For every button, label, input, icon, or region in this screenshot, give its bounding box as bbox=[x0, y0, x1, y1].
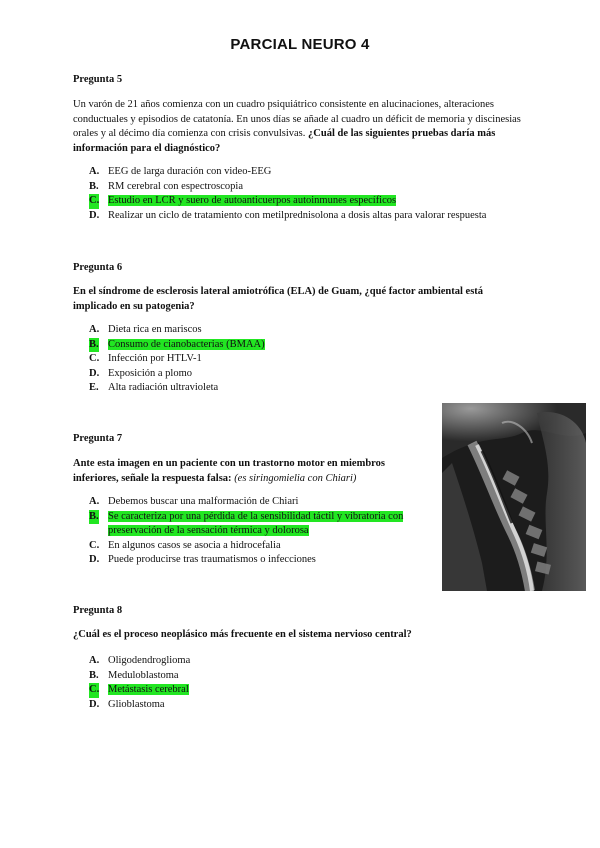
option-6a[interactable] bbox=[89, 323, 265, 338]
question-7-options bbox=[89, 495, 434, 568]
option-letter: E. bbox=[89, 382, 99, 393]
option-text: Realizar un ciclo de tratamiento con metilprednisolona a dosis altas para valorar respuesta bbox=[108, 209, 487, 221]
question-5-heading: Pregunta 5 bbox=[73, 74, 123, 85]
option-text: Alta radiación ultravioleta bbox=[108, 382, 219, 393]
question-5-options bbox=[89, 165, 486, 223]
mri-sagittal-spine-image bbox=[442, 403, 586, 591]
option-8c-correct[interactable] bbox=[89, 683, 190, 698]
option-letter: B. bbox=[89, 180, 99, 192]
option-text: Oligodendroglioma bbox=[108, 655, 191, 666]
option-letter: D. bbox=[89, 554, 100, 565]
option-letter: D. bbox=[89, 698, 100, 710]
option-text: RM cerebral con espectroscopia bbox=[108, 180, 243, 192]
option-6e[interactable] bbox=[89, 381, 265, 396]
option-letter: A. bbox=[89, 324, 100, 335]
question-5-prompt: ¿Cuál de las siguientes pruebas daría más información para el diagnóstico? bbox=[73, 128, 496, 154]
question-7-text bbox=[73, 457, 418, 486]
option-7b-correct[interactable] bbox=[89, 510, 434, 539]
question-7-prompt: Ante esta imagen en un paciente con un trastorno motor en miembros inferiores, señale la respuesta falsa: bbox=[73, 458, 385, 484]
option-letter: B. bbox=[89, 669, 99, 681]
question-7-hint: (es siringomielia con Chiari) bbox=[234, 472, 357, 484]
option-text: En algunos casos se asocia a hidrocefalia bbox=[108, 539, 281, 551]
option-text: Dieta rica en mariscos bbox=[108, 324, 202, 335]
option-text-line2: preservación de la sensación térmica y dolorosa bbox=[108, 525, 309, 536]
option-text-line1: Se caracteriza por una pérdida de la sensibilidad táctil y vibratoria con bbox=[108, 510, 404, 522]
option-letter: D. bbox=[89, 367, 100, 379]
question-6-options bbox=[89, 323, 265, 396]
option-6c[interactable] bbox=[89, 352, 265, 367]
option-text: Debemos buscar una malformación de Chiari bbox=[108, 496, 299, 507]
option-text: Meduloblastoma bbox=[108, 669, 179, 681]
option-letter: B. bbox=[89, 510, 99, 525]
option-text: Exposición a plomo bbox=[108, 367, 192, 379]
question-6-prompt: En el síndrome de esclerosis lateral amiotrófica (ELA) de Guam, ¿qué factor ambiental está implicado en su patogenia? bbox=[73, 286, 484, 312]
option-5d[interactable] bbox=[89, 209, 486, 224]
option-text: Estudio en LCR y suero de autoanticuerpos autoinmunes específicos bbox=[108, 195, 397, 206]
option-8a[interactable] bbox=[89, 654, 190, 669]
option-letter: C. bbox=[89, 539, 100, 551]
option-5c-correct[interactable] bbox=[89, 194, 486, 209]
option-8d[interactable] bbox=[89, 698, 190, 713]
option-letter: C. bbox=[89, 683, 99, 698]
question-7-heading: Pregunta 7 bbox=[73, 433, 123, 444]
option-text: Puede producirse tras traumatismos o infecciones bbox=[108, 554, 316, 565]
question-8-heading: Pregunta 8 bbox=[73, 605, 123, 616]
option-5b[interactable] bbox=[89, 180, 486, 195]
option-5a[interactable] bbox=[89, 165, 486, 180]
question-8-options bbox=[89, 654, 190, 712]
option-letter: B. bbox=[89, 338, 99, 353]
option-text: Metástasis cerebral bbox=[108, 684, 189, 695]
option-6d[interactable] bbox=[89, 367, 265, 382]
option-text: Consumo de cianobacterias (BMAA) bbox=[108, 338, 265, 350]
page-title: PARCIAL NEURO 4 bbox=[230, 36, 370, 53]
option-text: Glioblastoma bbox=[108, 698, 165, 710]
option-letter: A. bbox=[89, 496, 100, 507]
option-letter: D. bbox=[89, 209, 100, 221]
option-7c[interactable] bbox=[89, 539, 434, 554]
question-8-prompt: ¿Cuál es el proceso neoplásico más frecuente en el sistema nervioso central? bbox=[73, 629, 412, 640]
option-7a[interactable] bbox=[89, 495, 434, 510]
option-letter: A. bbox=[89, 655, 100, 666]
option-text: Infección por HTLV-1 bbox=[108, 353, 202, 364]
option-letter: C. bbox=[89, 194, 99, 209]
option-8b[interactable] bbox=[89, 669, 190, 684]
question-5-text bbox=[73, 98, 531, 156]
mri-illustration bbox=[442, 403, 586, 591]
option-text: EEG de larga duración con video-EEG bbox=[108, 166, 272, 177]
option-6b-correct[interactable] bbox=[89, 338, 265, 353]
option-letter: C. bbox=[89, 353, 100, 364]
question-6-heading: Pregunta 6 bbox=[73, 262, 123, 273]
question-8-text bbox=[73, 628, 533, 643]
question-6-text bbox=[73, 285, 513, 314]
question-5-stem: Un varón de 21 años comienza con un cuadro psiquiátrico consistente en alucinaciones, alteraciones conductuales y episodios de catatonía. En unos días se añade al cuadro un déficit de memoria y discinesias orales y al décimo día comienza con crisis convulsivas. bbox=[73, 99, 521, 139]
option-letter: A. bbox=[89, 166, 100, 177]
option-7d[interactable] bbox=[89, 553, 434, 568]
